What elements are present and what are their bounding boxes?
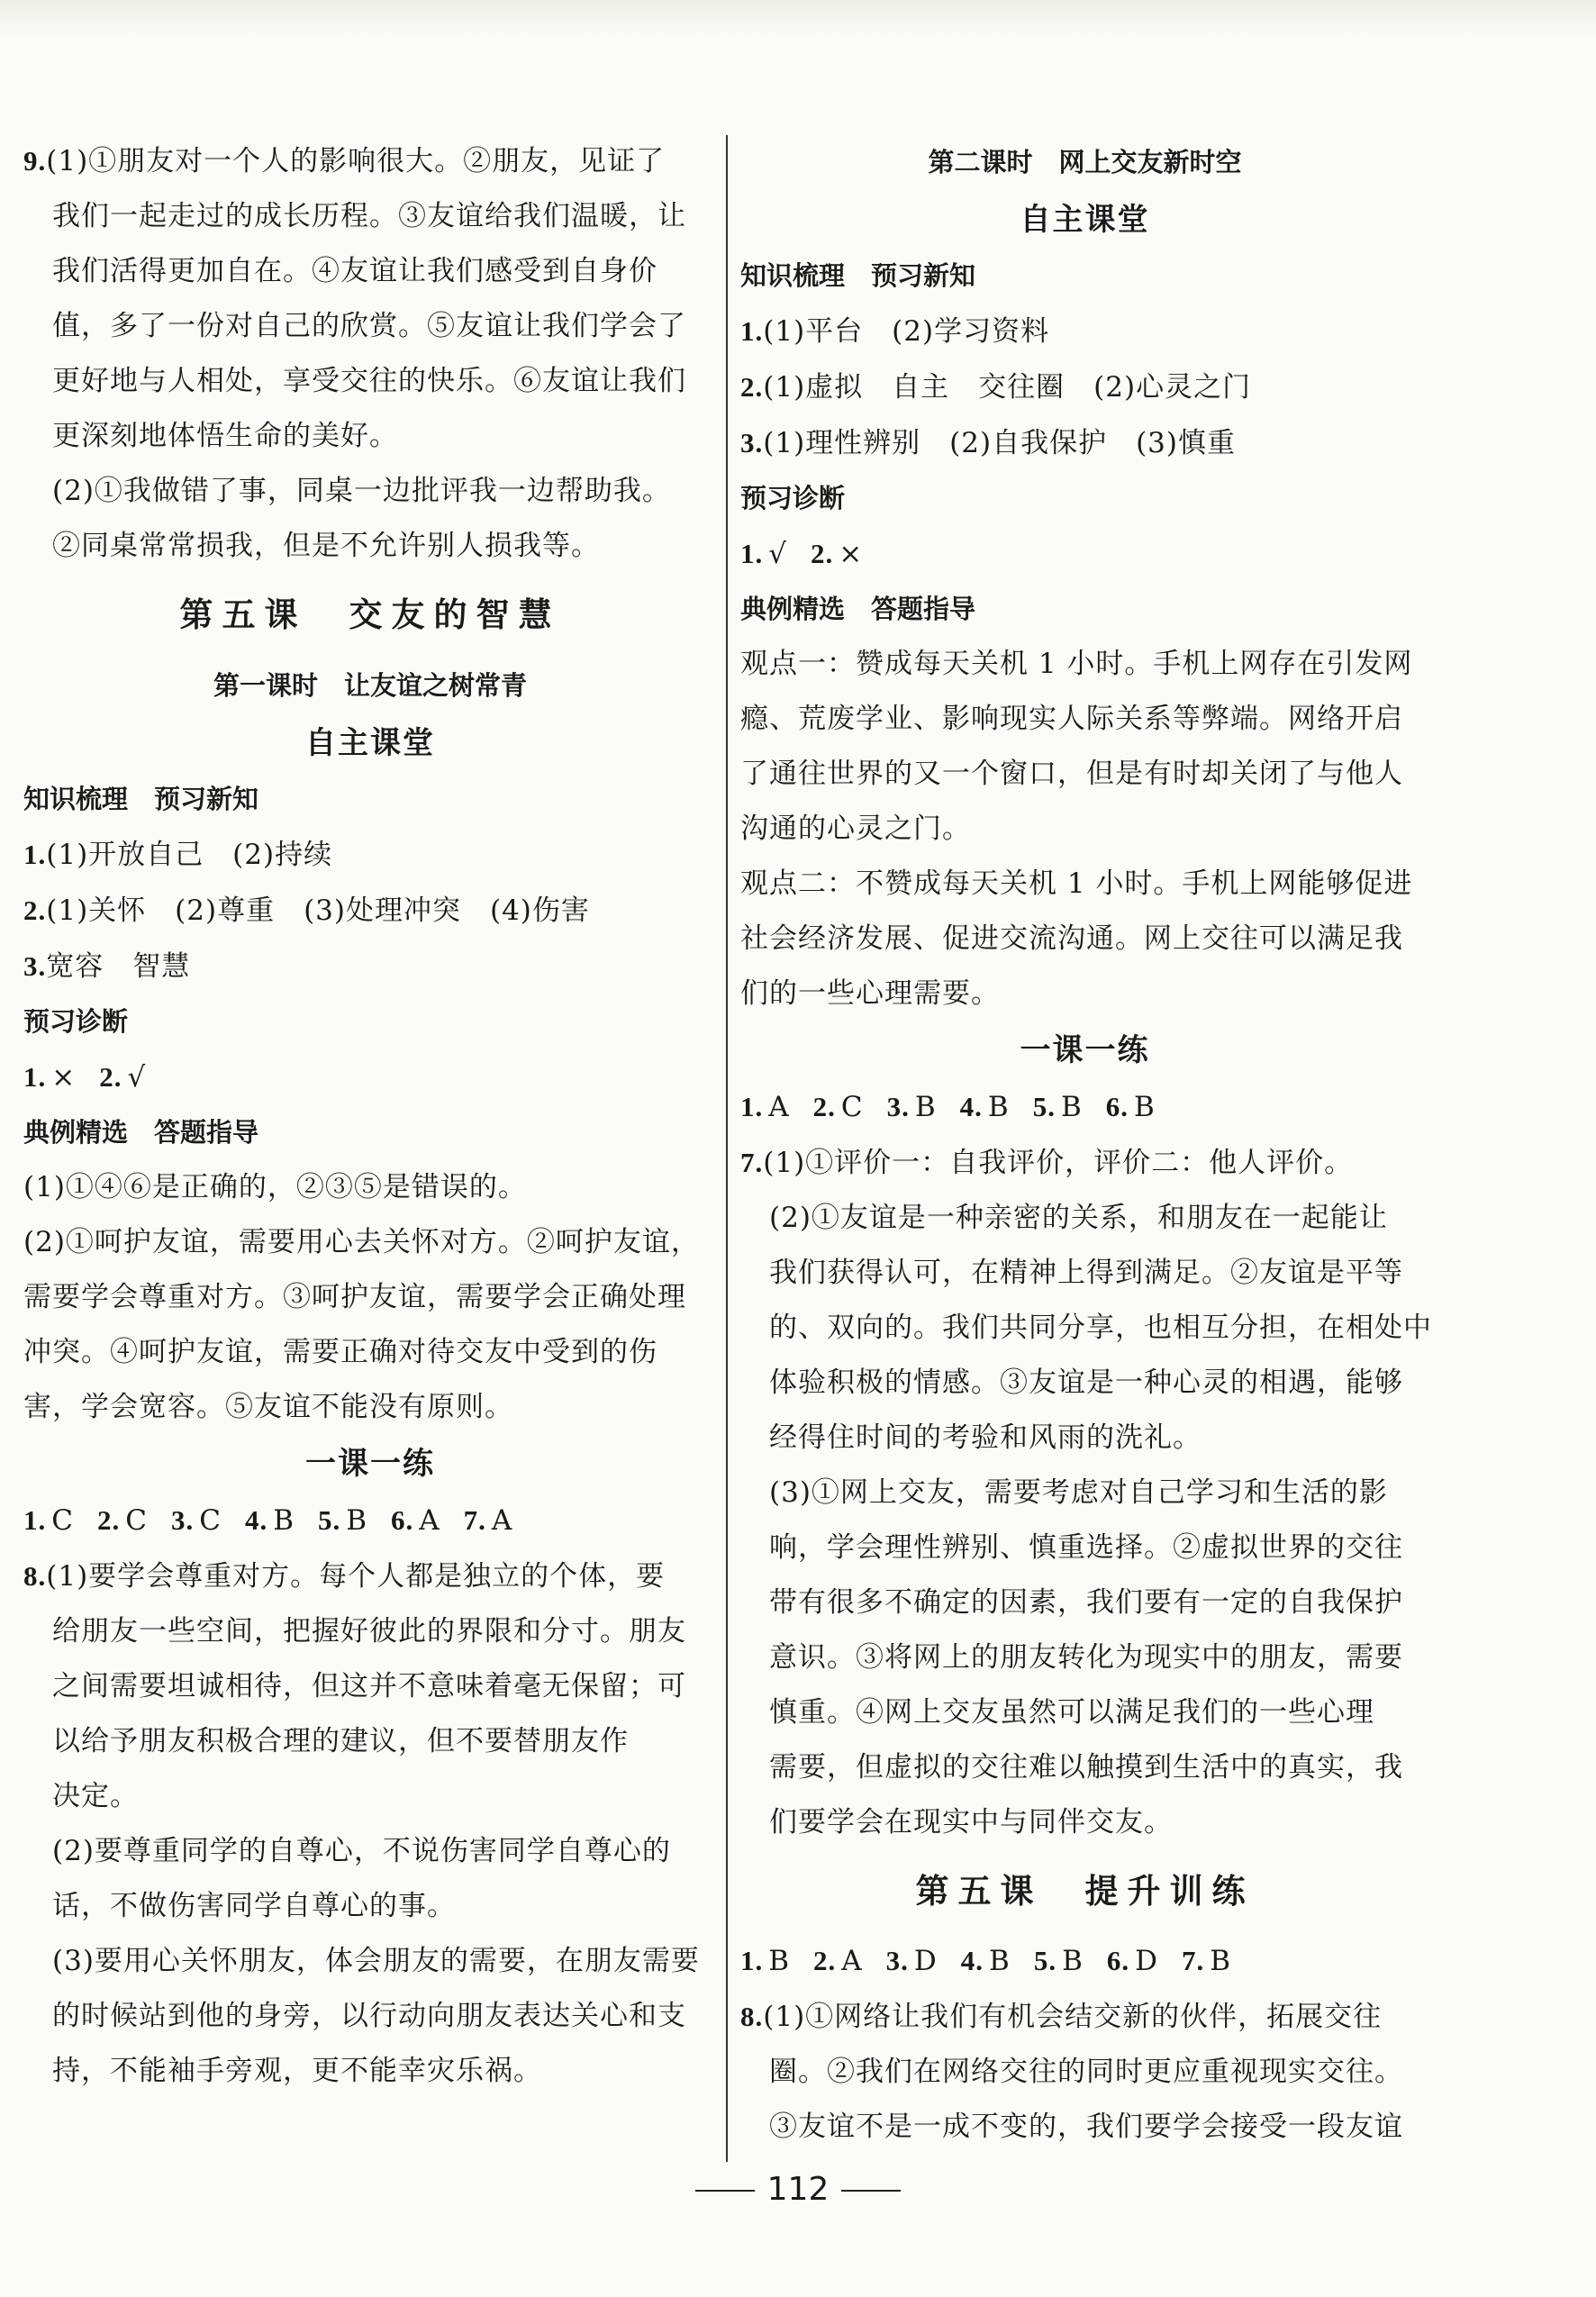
answer-line	[740, 1795, 1429, 1850]
choice-answer	[813, 1945, 863, 1977]
answer-value: A	[419, 1504, 440, 1537]
answer-text: 们的一些心理需要。	[740, 977, 1000, 1010]
section-label: 知识梳理 预习新知	[23, 784, 259, 814]
answer-line	[740, 692, 1429, 747]
question-number: 1.	[740, 315, 764, 347]
answer-line	[740, 637, 1429, 692]
answer-text: (1)要学会尊重对方。每个人都是独立的个体，要	[46, 1560, 666, 1593]
answer-line	[740, 415, 1429, 471]
question-number: 1.	[23, 1061, 47, 1093]
answer-text: (1)①网络让我们有机会结交新的伙伴，拓展交往	[763, 2001, 1383, 2033]
question-number: 2.	[813, 1945, 837, 1976]
question-number: 6.	[1105, 1091, 1129, 1122]
answer-value: √	[768, 538, 788, 570]
choice-answer	[391, 1504, 440, 1537]
answer-text: 宽容 智慧	[46, 950, 191, 983]
choice-answer	[23, 1504, 74, 1537]
answer-line	[23, 827, 717, 883]
choice-answer	[245, 1504, 295, 1537]
answer-line	[23, 1879, 717, 1934]
question-number: 9.	[23, 145, 47, 177]
answer-text: 体验积极的情感。③友谊是一种心灵的相遇，能够	[769, 1366, 1403, 1399]
question-number: 2.	[740, 371, 764, 403]
choice-answers-line	[740, 1933, 1429, 1989]
question-number: 6.	[391, 1504, 414, 1536]
answer-line	[740, 967, 1429, 1021]
answer-line	[23, 1548, 717, 1604]
answer-line	[23, 1989, 717, 2044]
answer-text: 话，不做伤害同学自尊心的事。	[52, 1890, 456, 1922]
answer-line	[23, 939, 717, 994]
answer-text: 响，学会理性辨别、慎重选择。②虚拟世界的交往	[769, 1531, 1403, 1564]
answer-text: 带有很多不确定的因素，我们要有一定的自我保护	[769, 1586, 1403, 1619]
question-number: 1.	[740, 1945, 764, 1976]
answer-line	[740, 1135, 1429, 1191]
answer-line	[740, 1411, 1429, 1466]
answer-line	[740, 1466, 1429, 1521]
question-number: 7.	[740, 1147, 764, 1178]
question-number: 8.	[740, 2001, 764, 2032]
choice-answer	[1033, 1091, 1083, 1123]
choice-answers-line	[740, 1079, 1429, 1135]
answer-text: 的、双向的。我们共同分享，也相互分担，在相处中	[769, 1312, 1432, 1344]
question-number: 3.	[885, 1945, 909, 1976]
answer-line	[23, 354, 717, 409]
page-top-shade	[0, 0, 1596, 36]
period-heading: 第二课时 网上交友新时空	[928, 147, 1242, 177]
question-number: 6.	[1106, 1945, 1130, 1976]
answer-text: (1)①朋友对一个人的影响很大。②朋友，见证了	[46, 145, 666, 177]
question-number: 2.	[99, 1061, 122, 1093]
answer-line	[740, 1246, 1429, 1301]
answer-text: 以给予朋友积极合理的建议，但不要替朋友作	[52, 1725, 629, 1757]
choice-answer	[318, 1504, 367, 1537]
answer-text: (3)①网上交友，需要考虑对自己学习和生活的影	[769, 1476, 1388, 1509]
answer-text: 之间需要坦诚相待，但这并不意味着毫无保留；可	[52, 1670, 686, 1702]
answer-line	[23, 1714, 717, 1769]
question-number: 3.	[740, 427, 764, 458]
answer-value: B	[1133, 1091, 1156, 1123]
answer-line	[740, 2045, 1429, 2100]
answer-value: B	[1062, 1945, 1084, 1977]
answer-text: 了通往世界的又一个窗口，但是有时却关闭了与他人	[740, 758, 1403, 790]
answer-text: 慎重。④网上交友虽然可以满足我们的一些心理	[769, 1696, 1374, 1729]
answer-text: (1)①④⑥是正确的，②③⑤是错误的。	[23, 1171, 527, 1203]
answer-text: (1)理性辨别 (2)自我保护 (3)慎重	[763, 427, 1236, 459]
question-number: 5.	[1033, 1945, 1057, 1976]
question-number: 2.	[812, 1091, 836, 1122]
answer-line	[23, 519, 717, 574]
answer-value: ×	[839, 538, 864, 570]
question-number: 8.	[23, 1560, 47, 1592]
answer-value: B	[914, 1091, 937, 1123]
answer-line	[23, 244, 717, 299]
choice-answers-line	[740, 526, 1429, 582]
answer-text: 害，学会宽容。⑤友谊不能没有原则。	[23, 1391, 513, 1423]
answer-line	[740, 912, 1429, 967]
answer-value: C	[51, 1504, 74, 1537]
choice-answers-line	[23, 1049, 717, 1105]
answer-value: D	[1135, 1945, 1158, 1977]
answer-text: 圈。②我们在网络交往的同时更应重视现实交往。	[769, 2056, 1403, 2088]
choice-answer	[961, 1945, 1011, 1977]
answer-line	[23, 409, 717, 464]
answer-text: 意识。③将网上的朋友转化为现实中的朋友，需要	[769, 1641, 1403, 1674]
choice-answer	[97, 1504, 148, 1537]
question-number: 4.	[959, 1091, 983, 1122]
answer-line	[740, 2100, 1429, 2155]
question-number: 7.	[1181, 1945, 1205, 1976]
answer-text: (2)①我做错了事，同桌一边批评我一边帮助我。	[52, 475, 671, 507]
answer-value: B	[987, 1091, 1010, 1123]
answer-value: B	[768, 1945, 791, 1977]
answer-text: 决定。	[52, 1780, 139, 1812]
left-column	[23, 133, 717, 2099]
question-number: 2.	[23, 894, 47, 926]
answer-text: 需要学会尊重对方。③呵护友谊，需要学会正确处理	[23, 1281, 686, 1313]
answer-line	[23, 1160, 717, 1215]
answer-text: 观点一：赞成每天关机 1 小时。手机上网存在引发网	[740, 648, 1413, 680]
choice-answer	[886, 1945, 938, 1977]
section-label: 典例精选 答题指导	[23, 1117, 259, 1148]
answer-text: (2)①呵护友谊，需要用心去关怀对方。②呵护友谊，	[23, 1226, 700, 1258]
choice-answer	[740, 1091, 790, 1123]
choice-answer	[1034, 1945, 1084, 1977]
question-number: 1.	[740, 538, 764, 569]
question-number: 4.	[960, 1945, 984, 1976]
section-label: 典例精选 答题指导	[740, 594, 976, 624]
lesson-heading: 第五课 交友的智慧	[179, 595, 561, 634]
answer-value: C	[199, 1504, 222, 1537]
answer-text: (2)①友谊是一种亲密的关系，和朋友在一起能让	[769, 1202, 1388, 1234]
footer-dash-left	[695, 2190, 755, 2192]
answer-line	[23, 1380, 717, 1435]
choice-answer	[887, 1091, 937, 1123]
answer-text: 观点二：不赞成每天关机 1 小时。手机上网能够促进	[740, 867, 1413, 900]
column-divider	[726, 135, 728, 2162]
section-label: 知识梳理 预习新知	[740, 260, 976, 291]
question-number: 1.	[740, 1091, 764, 1122]
answer-value: D	[913, 1945, 938, 1977]
answer-text: ②同桌常常损我，但是不允许别人损我等。	[52, 530, 600, 562]
section-label: 预习诊断	[740, 483, 846, 513]
answer-text: 我们一起走过的成长历程。③友谊给我们温暖，让	[52, 200, 686, 232]
answer-text: (3)要用心关怀朋友，体会朋友的需要，在朋友需要	[52, 1945, 700, 1977]
answer-line	[740, 802, 1429, 857]
answer-text: 更好地与人相处，享受交往的快乐。⑥友谊让我们	[52, 365, 686, 397]
answer-line	[23, 1934, 717, 1989]
question-number: 5.	[1032, 1091, 1056, 1122]
answer-value: B	[989, 1945, 1011, 1977]
answer-line	[23, 2044, 717, 2099]
answer-line	[23, 1659, 717, 1714]
footer-dash-right	[841, 2190, 901, 2192]
answer-text: 社会经济发展、促进交流沟通。网上交往可以满足我	[740, 922, 1403, 955]
choice-answer	[1107, 1945, 1158, 1977]
section-label: 预习诊断	[23, 1006, 129, 1037]
question-number: 3.	[23, 950, 47, 982]
answer-line	[23, 189, 717, 244]
answer-text: 给朋友一些空间，把握好彼此的界限和分寸。朋友	[52, 1615, 686, 1648]
choice-answer	[813, 1091, 864, 1123]
question-number: 5.	[317, 1504, 341, 1536]
answer-line	[740, 1356, 1429, 1411]
answer-text: ③友谊不是一成不变的，我们要学会接受一段友谊	[769, 2111, 1403, 2143]
page-number: 112	[766, 2171, 830, 2208]
answer-line	[23, 464, 717, 519]
question-number: 7.	[463, 1504, 486, 1536]
lesson-heading: 第五课 提升训练	[915, 1872, 1255, 1911]
block-heading: 一课一练	[1020, 1032, 1150, 1068]
answer-line	[740, 304, 1429, 359]
answer-value: B	[1210, 1945, 1231, 1977]
answer-text: 们要学会在现实中与同伴交友。	[769, 1806, 1173, 1839]
page-footer	[0, 2171, 1596, 2208]
answer-line	[740, 747, 1429, 802]
question-number: 4.	[244, 1504, 268, 1536]
answer-text: (1)平台 (2)学习资料	[763, 315, 1050, 348]
answer-text: 的时候站到他的身旁，以行动向朋友表达关心和支	[52, 2000, 686, 2032]
answer-line	[740, 1685, 1429, 1740]
choice-answer	[740, 538, 787, 570]
answer-line	[23, 1769, 717, 1824]
answer-line	[23, 883, 717, 939]
answer-text: (1)虚拟 自主 交往圈 (2)心灵之门	[763, 371, 1252, 404]
choice-answers-line	[23, 1493, 717, 1548]
block-heading: 自主课堂	[305, 725, 435, 761]
answer-value: B	[273, 1504, 295, 1537]
answer-line	[23, 1215, 717, 1270]
answer-line	[23, 1270, 717, 1325]
answer-line	[740, 1575, 1429, 1630]
answer-line	[740, 1630, 1429, 1685]
answer-text: (1)①评价一：自我评价，评价二：他人评价。	[763, 1147, 1354, 1179]
answer-line	[740, 1989, 1429, 2045]
answer-text: 冲突。④呵护友谊，需要正确对待交友中受到的伤	[23, 1336, 657, 1368]
answer-text: (1)关怀 (2)尊重 (3)处理冲突 (4)伤害	[46, 894, 590, 927]
question-number: 3.	[170, 1504, 195, 1536]
choice-answer	[171, 1504, 222, 1537]
answer-line	[23, 1824, 717, 1879]
answer-line	[740, 1301, 1432, 1356]
question-number: 1.	[23, 1504, 47, 1536]
answer-text: 更深刻地体悟生命的美好。	[52, 420, 398, 452]
answer-value: B	[346, 1504, 368, 1537]
right-column	[740, 133, 1432, 2155]
choice-answer	[23, 1061, 76, 1094]
question-number: 1.	[23, 839, 47, 870]
choice-answer	[960, 1091, 1010, 1123]
answer-value: C	[840, 1091, 864, 1123]
answer-line	[740, 857, 1429, 912]
answer-text: 我们活得更加自在。④友谊让我们感受到自身价	[52, 255, 657, 287]
answer-text: 沟通的心灵之门。	[740, 813, 971, 845]
choice-answer	[99, 1061, 146, 1094]
answer-text: 我们获得认可，在精神上得到满足。②友谊是平等	[769, 1257, 1403, 1289]
answer-line	[740, 1191, 1429, 1246]
answer-line	[23, 299, 717, 354]
block-heading: 自主课堂	[1020, 202, 1150, 238]
answer-line	[23, 133, 717, 189]
answer-line	[740, 359, 1429, 415]
choice-answer	[1106, 1091, 1156, 1123]
answer-text: (2)要尊重同学的自尊心，不说伤害同学自尊心的	[52, 1835, 671, 1867]
period-heading: 第一课时 让友谊之树常青	[213, 670, 527, 701]
answer-value: A	[768, 1091, 790, 1123]
answer-text: 需要，但虚拟的交往难以触摸到生活中的真实，我	[769, 1751, 1403, 1784]
answer-line	[23, 1325, 717, 1380]
answer-value: C	[125, 1504, 148, 1537]
question-number: 3.	[886, 1091, 910, 1122]
answer-text: 瘾、荒废学业、影响现实人际关系等弊端。网络开启	[740, 703, 1403, 735]
choice-answer	[464, 1504, 513, 1537]
answer-value: B	[1060, 1091, 1083, 1123]
answer-text: 持，不能袖手旁观，更不能幸灾乐祸。	[52, 2055, 542, 2087]
answer-line	[740, 1521, 1429, 1575]
answer-text: 经得住时间的考验和风雨的洗礼。	[769, 1421, 1202, 1454]
block-heading: 一课一练	[305, 1446, 435, 1482]
choice-answer	[1182, 1945, 1231, 1977]
answer-text: 值，多了一份对自己的欣赏。⑤友谊让我们学会了	[52, 310, 686, 342]
choice-answer	[740, 1945, 790, 1977]
answer-text: (1)开放自己 (2)持续	[46, 839, 333, 871]
answer-value: √	[127, 1061, 147, 1094]
choice-answer	[811, 538, 863, 570]
answer-line	[23, 1604, 717, 1659]
answer-value: A	[841, 1945, 863, 1977]
answer-value: A	[491, 1504, 513, 1537]
question-number: 2.	[96, 1504, 121, 1536]
answer-value: ×	[51, 1061, 77, 1094]
question-number: 2.	[811, 538, 834, 569]
answer-line	[740, 1740, 1429, 1795]
